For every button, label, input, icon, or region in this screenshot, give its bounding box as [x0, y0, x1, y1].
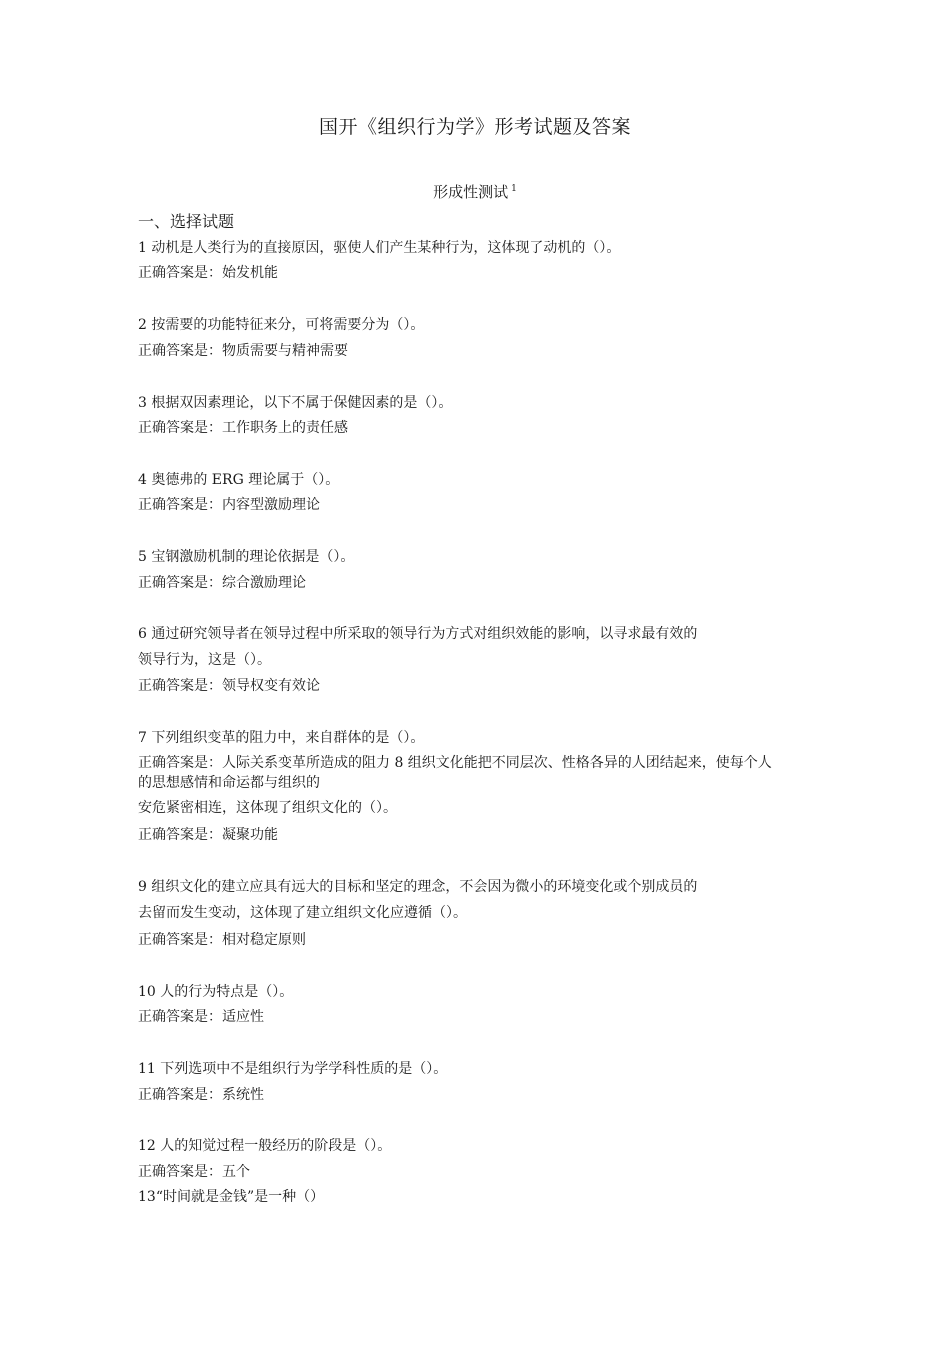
question-2: 2 按需要的功能特征来分，可将需要分为（）。 [138, 317, 425, 333]
question-6: 6 通过研究领导者在领导过程中所采取的领导行为方式对组织效能的影响，以寻求最有效的 [138, 626, 698, 642]
document-title: 国开《组织行为学》形考试题及答案 [318, 116, 631, 138]
question-9: 9 组织文化的建立应具有远大的目标和坚定的理念，不会因为微小的环境变化或个别成员的 [138, 879, 698, 895]
subtitle-mark: 1 [511, 184, 517, 194]
answer-3: 正确答案是：工作职务上的责任感 [138, 420, 348, 436]
answer-6: 正确答案是：领导权变有效论 [138, 678, 320, 694]
answer-5: 正确答案是：综合激励理论 [138, 575, 306, 591]
question-9-cont: 去留而发生变动，这体现了建立组织文化应遵循（）。 [138, 905, 467, 921]
answer-4: 正确答案是：内容型激励理论 [138, 497, 320, 513]
question-1: 1 动机是人类行为的直接原因，驱使人们产生某种行为，这体现了动机的（）。 [138, 240, 621, 256]
question-8-cont-2: 安危紧密相连，这体现了组织文化的（）。 [138, 800, 397, 816]
answer-11: 正确答案是：系统性 [138, 1087, 264, 1103]
question-7: 7 下列组织变革的阻力中，来自群体的是（）。 [138, 730, 425, 746]
answer-2: 正确答案是：物质需要与精神需要 [138, 343, 348, 359]
question-13: 13“时间就是金钱”是一种（） [138, 1189, 325, 1205]
question-12: 12 人的知觉过程一般经历的阶段是（）。 [138, 1138, 392, 1154]
question-8-cont: 的思想感情和命运都与组织的 [138, 775, 320, 791]
answer-8: 正确答案是：凝聚功能 [138, 827, 278, 843]
answer-9: 正确答案是：相对稳定原则 [138, 932, 306, 948]
answer-1: 正确答案是：始发机能 [138, 265, 278, 281]
question-10: 10 人的行为特点是（）。 [138, 984, 294, 1000]
answer-7: 正确答案是：人际关系变革所造成的阻力 8 组织文化能把不同层次、性格各异的人团结起来，使每个人 [138, 755, 772, 771]
question-11: 11 下列选项中不是组织行为学学科性质的是（）。 [138, 1061, 448, 1077]
section-heading: 一、选择试题 [138, 212, 235, 231]
answer-12: 正确答案是：五个 [138, 1164, 250, 1180]
subtitle-text: 形成性测试 [433, 183, 509, 201]
question-3: 3 根据双因素理论，以下不属于保健因素的是（）。 [138, 395, 453, 411]
test-subtitle [0, 181, 950, 202]
question-6-cont: 领导行为，这是（）。 [138, 652, 271, 668]
answer-10: 正确答案是：适应性 [138, 1009, 264, 1025]
question-5: 5 宝钢激励机制的理论依据是（）。 [138, 549, 355, 565]
question-4: 4 奥德弗的 ERG 理论属于（）。 [138, 472, 340, 488]
